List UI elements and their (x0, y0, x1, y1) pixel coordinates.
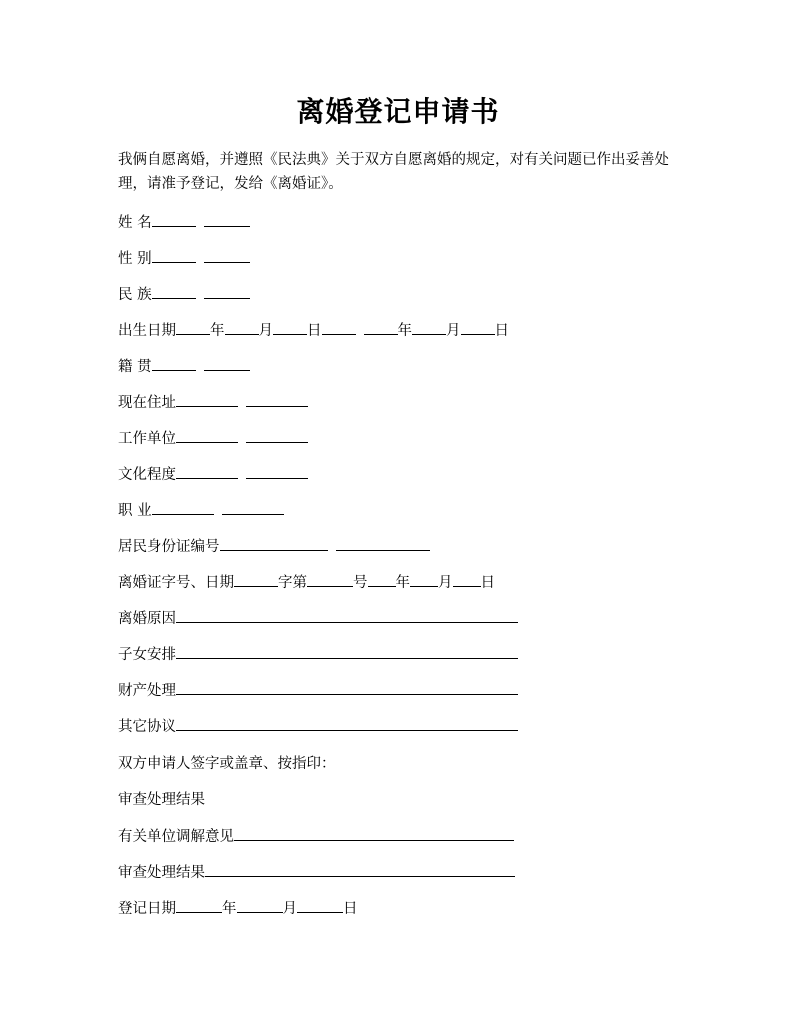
register-year-label: 年 (222, 901, 237, 917)
work-unit-field (118, 428, 308, 449)
name-blank-1[interactable] (152, 212, 196, 227)
birth-month-blank-1[interactable] (225, 320, 259, 335)
occupation-blank-2[interactable] (222, 500, 284, 515)
reason-label: 离婚原因 (118, 611, 176, 627)
cert-year-blank[interactable] (368, 572, 396, 587)
register-day-label: 日 (343, 901, 358, 917)
unit-opinion-label: 有关单位调解意见 (118, 829, 234, 845)
work-unit-blank-2[interactable] (246, 428, 308, 443)
cert-day-blank[interactable] (453, 572, 481, 587)
name-label: 姓 名 (118, 215, 152, 231)
cert-zi-di-label: 字第 (278, 575, 307, 591)
work-unit-blank-1[interactable] (176, 428, 238, 443)
ethnicity-blank-2[interactable] (204, 284, 250, 299)
work-unit-label: 工作单位 (118, 431, 176, 447)
address-blank-1[interactable] (176, 392, 238, 407)
reason-field (118, 608, 518, 629)
birth-day-label-2: 日 (494, 323, 509, 339)
children-field (118, 644, 518, 665)
birth-day-blank-2[interactable] (461, 320, 495, 335)
gender-blank-2[interactable] (204, 248, 250, 263)
intro-paragraph: 我俩自愿离婚，并遵照《民法典》关于双方自愿离婚的规定，对有关问题已作出妥善处理，请准予登记，发给《离婚证》。 (118, 152, 669, 192)
birth-day-label-1: 日 (307, 323, 322, 339)
occupation-label: 职 业 (118, 503, 152, 519)
native-place-blank-2[interactable] (204, 356, 250, 371)
id-number-label: 居民身份证编号 (118, 539, 220, 555)
native-place-blank-1[interactable] (152, 356, 196, 371)
id-number-blank-2[interactable] (336, 536, 430, 551)
unit-opinion-blank[interactable] (234, 826, 514, 841)
review-result-blank[interactable] (205, 862, 515, 877)
register-year-blank[interactable] (176, 898, 222, 913)
cert-month-blank[interactable] (410, 572, 438, 587)
gender-label: 性 别 (118, 251, 152, 267)
unit-opinion-field (118, 826, 514, 847)
property-label: 财产处理 (118, 683, 176, 699)
signature-line (118, 754, 336, 774)
name-blank-2[interactable] (204, 212, 250, 227)
other-agreement-label: 其它协议 (118, 719, 176, 735)
gender-blank-1[interactable] (152, 248, 196, 263)
page-title: 离婚登记申请书 (296, 95, 500, 128)
register-date-label: 登记日期 (118, 901, 176, 917)
occupation-blank-1[interactable] (152, 500, 214, 515)
native-place-label: 籍 贯 (118, 359, 152, 375)
ethnicity-field (118, 284, 250, 305)
birth-month-label-2: 月 (446, 323, 461, 339)
property-field (118, 680, 518, 701)
signature-label: 双方申请人签字或盖章、按指印： (118, 756, 336, 772)
review-result-label-2: 审查处理结果 (118, 865, 205, 881)
cert-day-label: 日 (480, 575, 495, 591)
birthdate-field (118, 320, 509, 341)
divorce-cert-label: 离婚证字号、日期 (118, 575, 234, 591)
children-label: 子女安排 (118, 647, 176, 663)
ethnicity-blank-1[interactable] (152, 284, 196, 299)
birth-year-blank-1[interactable] (176, 320, 210, 335)
reason-blank[interactable] (176, 608, 518, 623)
ethnicity-label: 民 族 (118, 287, 152, 303)
cert-year-label: 年 (395, 575, 410, 591)
gender-field (118, 248, 250, 269)
education-blank-2[interactable] (246, 464, 308, 479)
cert-hao-label: 号 (353, 575, 368, 591)
divorce-cert-field (118, 572, 495, 593)
native-place-field (118, 356, 250, 377)
register-day-blank[interactable] (297, 898, 343, 913)
address-field (118, 392, 308, 413)
other-agreement-field (118, 716, 518, 737)
education-blank-1[interactable] (176, 464, 238, 479)
cert-zi-blank[interactable] (234, 572, 278, 587)
review-result-label-1: 审查处理结果 (118, 792, 205, 808)
birth-year-label-1: 年 (210, 323, 225, 339)
cert-month-label: 月 (438, 575, 453, 591)
address-label: 现在住址 (118, 395, 176, 411)
birthdate-label: 出生日期 (118, 323, 176, 339)
occupation-field (118, 500, 284, 521)
id-number-field (118, 536, 430, 557)
review-result-heading (118, 790, 205, 810)
property-blank[interactable] (176, 680, 518, 695)
birth-year-blank-2[interactable] (364, 320, 398, 335)
id-number-blank-1[interactable] (220, 536, 328, 551)
cert-number-blank[interactable] (307, 572, 353, 587)
birth-trailing-blank-1[interactable] (322, 320, 356, 335)
address-blank-2[interactable] (246, 392, 308, 407)
review-result-field (118, 862, 515, 883)
children-blank[interactable] (176, 644, 518, 659)
education-field (118, 464, 308, 485)
birth-month-blank-2[interactable] (412, 320, 446, 335)
birth-year-label-2: 年 (397, 323, 412, 339)
birth-day-blank-1[interactable] (273, 320, 307, 335)
other-agreement-blank[interactable] (176, 716, 518, 731)
name-field (118, 212, 250, 233)
birth-month-label-1: 月 (258, 323, 273, 339)
register-month-blank[interactable] (237, 898, 283, 913)
register-month-label: 月 (282, 901, 297, 917)
education-label: 文化程度 (118, 467, 176, 483)
register-date-field (118, 898, 358, 919)
